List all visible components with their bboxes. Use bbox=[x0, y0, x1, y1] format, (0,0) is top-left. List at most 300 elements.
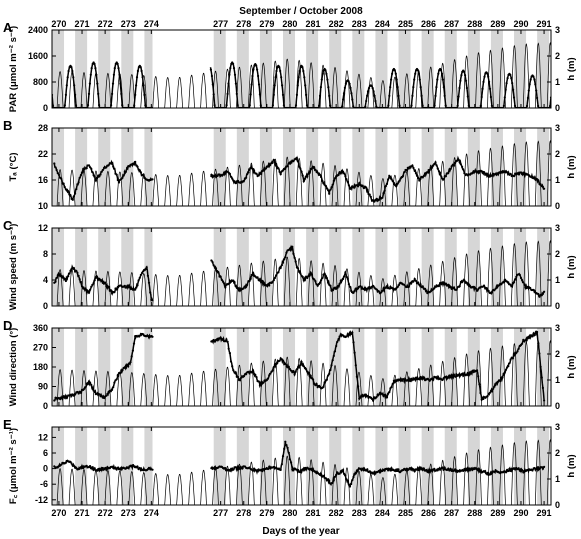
data-point bbox=[54, 281, 56, 283]
data-point bbox=[342, 278, 344, 280]
data-gap bbox=[152, 30, 210, 108]
data-point bbox=[74, 393, 76, 395]
data-point bbox=[482, 81, 484, 83]
x-tick-label: 291 bbox=[536, 508, 552, 518]
data-point bbox=[465, 80, 467, 82]
data-point bbox=[65, 280, 67, 282]
data-point bbox=[328, 373, 330, 375]
data-point bbox=[284, 441, 286, 443]
data-point bbox=[98, 175, 100, 177]
data-point bbox=[477, 375, 479, 377]
data-point bbox=[392, 180, 394, 182]
data-point bbox=[252, 69, 254, 71]
data-point bbox=[507, 470, 509, 472]
data-point bbox=[436, 164, 438, 166]
data-point bbox=[402, 378, 404, 380]
y2-tick-label: 0 bbox=[555, 301, 561, 311]
data-point bbox=[416, 175, 418, 177]
data-point bbox=[403, 171, 405, 173]
data-point bbox=[530, 78, 532, 80]
x-tick-label-top: 290 bbox=[513, 19, 529, 29]
data-point bbox=[121, 104, 123, 106]
data-point bbox=[415, 280, 417, 282]
data-point bbox=[280, 267, 282, 269]
data-point bbox=[369, 470, 371, 472]
night-bar bbox=[352, 427, 364, 505]
data-point bbox=[366, 189, 368, 191]
y-tick-label: 180 bbox=[32, 362, 48, 372]
data-point bbox=[108, 286, 110, 288]
data-point bbox=[526, 105, 528, 107]
data-point bbox=[332, 289, 334, 291]
data-point bbox=[267, 378, 269, 380]
data-point bbox=[349, 485, 351, 487]
data-point bbox=[444, 95, 446, 97]
data-point bbox=[339, 473, 341, 475]
data-point bbox=[269, 164, 271, 166]
data-point bbox=[481, 96, 483, 98]
data-point bbox=[368, 87, 370, 89]
data-point bbox=[260, 173, 262, 175]
panel-label: D bbox=[3, 318, 13, 333]
data-point bbox=[518, 348, 520, 350]
data-point bbox=[381, 290, 383, 292]
data-point bbox=[410, 282, 412, 284]
data-point bbox=[275, 274, 277, 276]
data-point bbox=[274, 84, 276, 86]
x-tick-label: 286 bbox=[421, 508, 437, 518]
data-point bbox=[113, 382, 115, 384]
data-point bbox=[518, 467, 520, 469]
data-point bbox=[304, 84, 306, 86]
night-bar bbox=[352, 128, 364, 206]
data-point bbox=[273, 279, 275, 281]
data-point bbox=[214, 104, 216, 106]
data-point bbox=[507, 365, 509, 367]
data-point bbox=[70, 66, 72, 68]
data-point bbox=[436, 79, 438, 81]
data-point bbox=[78, 275, 80, 277]
data-point bbox=[537, 105, 539, 107]
x-tick-label-top: 281 bbox=[305, 19, 321, 29]
data-point bbox=[251, 75, 253, 77]
data-point bbox=[142, 84, 144, 86]
data-point bbox=[348, 484, 350, 486]
data-point bbox=[233, 281, 235, 283]
data-point bbox=[228, 348, 230, 350]
data-point bbox=[348, 184, 350, 186]
x-tick-label: 287 bbox=[444, 508, 460, 518]
data-point bbox=[121, 369, 123, 371]
data-point bbox=[349, 87, 351, 89]
data-point bbox=[399, 180, 401, 182]
y2-tick-label: 0 bbox=[555, 201, 561, 211]
data-point bbox=[354, 352, 356, 354]
data-point bbox=[443, 86, 445, 88]
data-point bbox=[319, 174, 321, 176]
data-point bbox=[257, 276, 259, 278]
data-point bbox=[412, 280, 414, 282]
data-point bbox=[526, 339, 528, 341]
data-point bbox=[230, 360, 232, 362]
data-point bbox=[419, 283, 421, 285]
x-tick-label: 272 bbox=[97, 508, 113, 518]
data-point bbox=[255, 64, 257, 66]
night-bar bbox=[75, 228, 87, 306]
data-point bbox=[478, 172, 480, 174]
data-point bbox=[462, 168, 464, 170]
data-point bbox=[309, 172, 311, 174]
data-point bbox=[117, 374, 119, 376]
data-point bbox=[135, 287, 137, 289]
data-point bbox=[328, 193, 330, 195]
data-point bbox=[449, 468, 451, 470]
data-point bbox=[349, 286, 351, 288]
data-point bbox=[224, 467, 226, 469]
data-point bbox=[314, 169, 316, 171]
data-point bbox=[491, 291, 493, 293]
data-point bbox=[101, 280, 103, 282]
data-point bbox=[66, 397, 68, 399]
data-point bbox=[95, 180, 97, 182]
data-point bbox=[535, 90, 537, 92]
data-point bbox=[459, 80, 461, 82]
data-point bbox=[246, 284, 248, 286]
data-point bbox=[296, 94, 298, 96]
data-point bbox=[447, 468, 449, 470]
data-point bbox=[329, 285, 331, 287]
data-point bbox=[140, 274, 142, 276]
data-point bbox=[411, 95, 413, 97]
data-point bbox=[80, 281, 82, 283]
data-point bbox=[491, 105, 493, 107]
data-point bbox=[432, 379, 434, 381]
data-point bbox=[75, 104, 77, 106]
night-bar bbox=[445, 427, 457, 505]
data-point bbox=[475, 288, 477, 290]
data-point bbox=[260, 104, 262, 106]
data-point bbox=[136, 466, 138, 468]
data-point bbox=[356, 376, 358, 378]
data-point bbox=[227, 83, 229, 85]
y-tick-label: 360 bbox=[32, 323, 48, 333]
y-tick-label: 800 bbox=[32, 77, 48, 87]
data-point bbox=[510, 173, 512, 175]
data-point bbox=[414, 73, 416, 75]
data-point bbox=[136, 166, 138, 168]
y-axis-label: Wind direction (°) bbox=[8, 327, 19, 407]
data-point bbox=[426, 171, 428, 173]
data-point bbox=[78, 181, 80, 183]
data-point bbox=[289, 458, 291, 460]
data-point bbox=[131, 355, 133, 357]
data-point bbox=[121, 177, 123, 179]
data-point bbox=[463, 372, 465, 374]
data-point bbox=[222, 174, 224, 176]
data-point bbox=[71, 70, 73, 72]
data-point bbox=[149, 291, 151, 293]
data-point bbox=[303, 76, 305, 78]
data-point bbox=[94, 67, 96, 69]
data-point bbox=[395, 73, 397, 75]
y2-tick-label: 1 bbox=[555, 77, 561, 87]
data-point bbox=[512, 89, 514, 91]
data-point bbox=[326, 379, 328, 381]
y2-axis-label: h (m) bbox=[566, 57, 577, 81]
y2-tick-label: 3 bbox=[555, 123, 561, 133]
y2-tick-label: 3 bbox=[555, 223, 561, 233]
data-point bbox=[335, 474, 337, 476]
data-point bbox=[84, 386, 86, 388]
y-tick-label: -12 bbox=[34, 494, 48, 505]
data-point bbox=[541, 376, 543, 378]
data-point bbox=[87, 290, 89, 292]
data-point bbox=[282, 359, 284, 361]
data-point bbox=[71, 462, 73, 464]
data-point bbox=[476, 369, 478, 371]
data-point bbox=[302, 175, 304, 177]
data-point bbox=[482, 88, 484, 90]
data-point bbox=[230, 176, 232, 178]
data-point bbox=[76, 272, 78, 274]
data-point bbox=[128, 285, 130, 287]
y-tick-label: 270 bbox=[32, 342, 48, 353]
data-point bbox=[213, 93, 215, 95]
night-bar bbox=[75, 30, 87, 108]
data-point bbox=[302, 276, 304, 278]
data-point bbox=[88, 164, 90, 166]
data-point bbox=[330, 186, 332, 188]
data-point bbox=[53, 162, 55, 164]
panel-label: E bbox=[3, 417, 12, 432]
data-point bbox=[242, 467, 244, 469]
data-point bbox=[96, 83, 98, 85]
data-point bbox=[486, 173, 488, 175]
data-point bbox=[352, 476, 354, 478]
data-point bbox=[136, 284, 138, 286]
y2-tick-label: 1 bbox=[555, 275, 561, 285]
data-point bbox=[435, 86, 437, 88]
data-point bbox=[148, 282, 150, 284]
data-point bbox=[503, 281, 505, 283]
data-point bbox=[290, 461, 292, 463]
data-point bbox=[321, 79, 323, 81]
data-point bbox=[96, 276, 98, 278]
data-point bbox=[56, 169, 58, 171]
data-point bbox=[98, 104, 100, 106]
data-point bbox=[350, 92, 352, 94]
data-point bbox=[220, 276, 222, 278]
data-point bbox=[106, 393, 108, 395]
data-point bbox=[321, 277, 323, 279]
data-point bbox=[447, 172, 449, 174]
data-point bbox=[116, 288, 118, 290]
night-bar bbox=[214, 128, 226, 206]
data-point bbox=[299, 272, 301, 274]
x-tick-label-top: 277 bbox=[213, 19, 229, 29]
data-point bbox=[513, 175, 515, 177]
data-point bbox=[320, 176, 322, 178]
data-point bbox=[91, 388, 93, 390]
y2-tick-label: 1 bbox=[555, 375, 561, 385]
data-point bbox=[285, 252, 287, 254]
data-point bbox=[460, 74, 462, 76]
night-bar bbox=[422, 228, 434, 306]
data-point bbox=[529, 287, 531, 289]
data-point bbox=[343, 172, 345, 174]
data-point bbox=[258, 83, 260, 85]
data-gap bbox=[152, 228, 210, 306]
data-point bbox=[112, 386, 114, 388]
data-point bbox=[215, 267, 217, 269]
data-point bbox=[140, 171, 142, 173]
data-point bbox=[101, 469, 103, 471]
x-tick-label-top: 274 bbox=[143, 19, 159, 29]
data-point bbox=[224, 286, 226, 288]
data-point bbox=[362, 185, 364, 187]
data-point bbox=[279, 171, 281, 173]
figure-top-title: September / October 2008 bbox=[239, 6, 363, 17]
data-point bbox=[72, 199, 74, 201]
data-point bbox=[355, 472, 357, 474]
data-point bbox=[310, 272, 312, 274]
data-point bbox=[90, 168, 92, 170]
data-point bbox=[307, 372, 309, 374]
data-point bbox=[389, 86, 391, 88]
data-point bbox=[305, 368, 307, 370]
data-point bbox=[467, 95, 469, 97]
data-point bbox=[376, 288, 378, 290]
data-point bbox=[141, 70, 143, 72]
data-point bbox=[462, 470, 464, 472]
data-point bbox=[292, 160, 294, 162]
data-point bbox=[462, 375, 464, 377]
night-bar bbox=[352, 228, 364, 306]
data-point bbox=[67, 275, 69, 277]
data-point bbox=[333, 180, 335, 182]
data-point bbox=[334, 350, 336, 352]
x-tick-label: 273 bbox=[120, 508, 136, 518]
data-point bbox=[418, 73, 420, 75]
data-point bbox=[127, 365, 129, 367]
data-point bbox=[371, 85, 373, 87]
data-point bbox=[385, 394, 387, 396]
data-point bbox=[537, 293, 539, 295]
data-point bbox=[229, 352, 231, 354]
data-point bbox=[418, 378, 420, 380]
data-point bbox=[283, 258, 285, 260]
data-point bbox=[252, 470, 254, 472]
data-point bbox=[499, 380, 501, 382]
data-point bbox=[86, 167, 88, 169]
x-tick-label: 283 bbox=[351, 508, 367, 518]
data-point bbox=[139, 277, 141, 279]
data-point bbox=[235, 83, 237, 85]
data-point bbox=[422, 105, 424, 107]
y2-axis-label: h (m) bbox=[566, 155, 577, 179]
data-point bbox=[523, 284, 525, 286]
data-point bbox=[258, 380, 260, 382]
data-point bbox=[118, 181, 120, 183]
data-point bbox=[538, 296, 540, 298]
data-point bbox=[280, 469, 282, 471]
y-tick-label: 0 bbox=[42, 401, 48, 411]
panels bbox=[3, 19, 577, 518]
x-tick-label: 281 bbox=[305, 508, 321, 518]
data-point bbox=[542, 293, 544, 295]
data-point bbox=[520, 277, 522, 279]
x-tick-label: 285 bbox=[397, 508, 413, 518]
y2-tick-label: 0 bbox=[555, 500, 561, 510]
y2-tick-label: 2 bbox=[555, 349, 561, 359]
data-point bbox=[73, 84, 75, 86]
data-point bbox=[247, 171, 249, 173]
data-point bbox=[483, 285, 485, 287]
x-tick-label: 277 bbox=[213, 508, 229, 518]
data-point bbox=[538, 352, 540, 354]
data-point bbox=[135, 84, 137, 86]
data-point bbox=[354, 290, 356, 292]
data-point bbox=[231, 365, 233, 367]
data-point bbox=[437, 168, 439, 170]
data-point bbox=[303, 365, 305, 367]
data-point bbox=[280, 76, 282, 78]
data-point bbox=[272, 281, 274, 283]
data-point bbox=[543, 291, 545, 293]
data-point bbox=[151, 299, 153, 301]
data-point bbox=[428, 471, 430, 473]
data-point bbox=[268, 284, 270, 286]
data-point bbox=[534, 83, 536, 85]
data-point bbox=[269, 373, 271, 375]
data-point bbox=[490, 473, 492, 475]
data-point bbox=[458, 95, 460, 97]
data-point bbox=[111, 163, 113, 165]
data-point bbox=[349, 83, 351, 85]
data-point bbox=[441, 466, 443, 468]
data-point bbox=[515, 276, 517, 278]
y-tick-label: 12 bbox=[37, 432, 48, 443]
data-point bbox=[93, 282, 95, 284]
data-point bbox=[471, 172, 473, 174]
data-point bbox=[332, 184, 334, 186]
data-point bbox=[56, 277, 58, 279]
data-point bbox=[542, 387, 544, 389]
data-point bbox=[139, 169, 141, 171]
data-point bbox=[440, 175, 442, 177]
data-point bbox=[449, 168, 451, 170]
data-point bbox=[491, 390, 493, 392]
data-point bbox=[251, 371, 253, 373]
data-point bbox=[137, 70, 139, 72]
night-bar bbox=[445, 30, 457, 108]
y-axis-label: Tₐ (°C) bbox=[8, 152, 19, 182]
data-point bbox=[272, 162, 274, 164]
data-point bbox=[328, 95, 330, 97]
night-bar bbox=[445, 228, 457, 306]
data-point bbox=[534, 290, 536, 292]
data-point bbox=[113, 291, 115, 293]
data-point bbox=[116, 378, 118, 380]
data-point bbox=[288, 452, 290, 454]
data-point bbox=[536, 331, 538, 333]
data-point bbox=[151, 469, 153, 471]
data-point bbox=[337, 174, 339, 176]
data-point bbox=[417, 69, 419, 71]
data-point bbox=[112, 83, 114, 85]
data-point bbox=[297, 84, 299, 86]
data-point bbox=[490, 96, 492, 98]
